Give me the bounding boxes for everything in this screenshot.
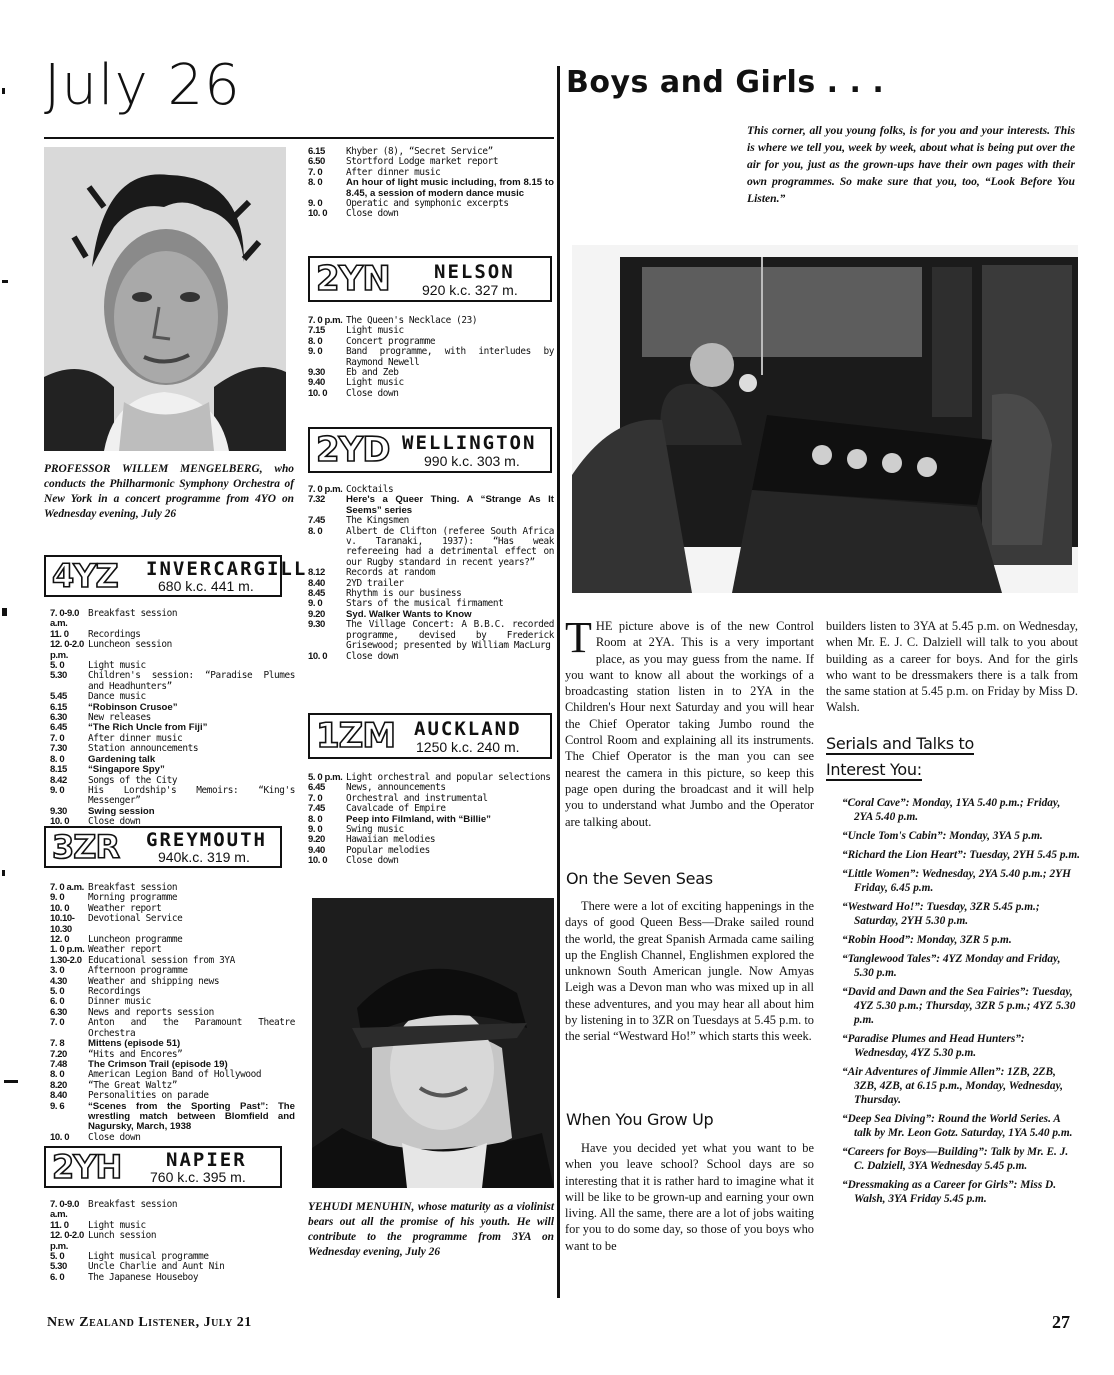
schedule-row xyxy=(50,1102,295,1133)
schedule-time: 9. 6 xyxy=(50,1100,65,1112)
schedule-programme: Cavalcade of Empire xyxy=(346,803,446,815)
serial-item: “Uncle Tom's Cabin”: Monday, 3YA 5 p.m. xyxy=(842,830,1043,842)
schedule-programme: His Lordship's Memoirs: “King's Messenger” xyxy=(88,784,295,807)
column-divider xyxy=(557,66,560,1298)
schedule-time: 9.20 xyxy=(308,608,325,620)
grow-up-text: Have you decided yet what you want to be when you leave school? School days are so interesting that it is rather hard to imagine what it will be like to be grown-up and earning your own living. All the same, there are a lot of jobs waiting for you to do some day, so those of you boys who want to be xyxy=(565,1141,814,1253)
control-room-photo xyxy=(572,245,1078,593)
schedule-row xyxy=(308,209,554,219)
schedule-row xyxy=(50,1231,295,1252)
call-sign: 2YD xyxy=(316,430,390,470)
schedule-row xyxy=(308,347,554,368)
schedule-row xyxy=(308,527,554,569)
schedule-programme: Personalities on parade xyxy=(88,1090,209,1102)
schedule-time: 9. 0 xyxy=(50,784,65,796)
schedule-row xyxy=(308,652,554,662)
margin-mark xyxy=(2,280,8,283)
schedule-time: 7. 0 xyxy=(308,166,323,178)
schedule-time: 10. 0 xyxy=(50,1131,70,1143)
schedule-row xyxy=(50,893,295,903)
schedule-time: 7.45 xyxy=(308,515,325,527)
station-badge-2yh xyxy=(44,1146,282,1188)
schedule-time: 6.15 xyxy=(50,701,67,713)
schedule-row xyxy=(308,835,554,845)
serials-list xyxy=(842,796,1080,1211)
schedule-time: 8.42 xyxy=(50,774,67,786)
schedule-programme: Swing music xyxy=(346,824,404,836)
schedule-time: 7. 0 p.m. xyxy=(308,315,343,326)
schedule-time: 7.30 xyxy=(50,743,67,755)
schedule-row xyxy=(308,199,554,209)
schedule-row xyxy=(50,703,295,713)
schedule-programme: Light musical programme xyxy=(88,1251,209,1263)
schedule-row xyxy=(50,630,295,640)
schedule-time: 9. 0 xyxy=(50,892,65,904)
schedule-time: 8. 0 xyxy=(308,525,323,537)
mengelberg-photo xyxy=(44,147,286,451)
schedule-programme: Stars of the musical firmament xyxy=(346,598,504,610)
schedule-row xyxy=(308,178,554,199)
schedule-programme: Educational session from 3YA xyxy=(88,954,235,966)
serial-item: “Coral Cave”: Monday, 1YA 5.40 p.m.; Friday, 2YA 5.40 p.m. xyxy=(842,797,1061,823)
schedule-programme: Light orchestral and popular selections xyxy=(346,772,551,783)
schedule-programme: “Robinson Crusoe” xyxy=(88,701,178,713)
schedule-row xyxy=(50,1221,295,1231)
schedule-time: 8. 0 xyxy=(308,177,323,189)
schedule-time: 5.45 xyxy=(50,691,67,703)
station-frequency: 680 k.c. 441 m. xyxy=(158,578,254,594)
schedule-row xyxy=(50,609,295,630)
schedule-programme: Weather and shipping news xyxy=(88,975,220,987)
schedule-time: 9.30 xyxy=(308,619,325,631)
schedule-programme: Close down xyxy=(88,1131,141,1143)
schedule-time: 3. 0 xyxy=(50,965,65,977)
schedule-row xyxy=(50,744,295,754)
serials-heading-line-1: Serials and Talks to xyxy=(826,734,975,753)
schedule-time: 10. 0 xyxy=(50,816,70,828)
call-sign: 2YN xyxy=(316,259,390,299)
schedule-programme: Light music xyxy=(346,325,404,337)
serial-item: “Westward Ho!”: Tuesday, 3ZR 5.45 p.m.; Saturday, 2YH 5.30 p.m. xyxy=(842,901,1040,927)
schedule-time: 7.20 xyxy=(50,1048,67,1060)
menuhin-portrait xyxy=(312,898,554,1188)
schedule-programme: Recordings xyxy=(88,628,141,640)
schedule-time: 11. 0 xyxy=(50,628,69,640)
station-frequency: 1250 k.c. 240 m. xyxy=(416,739,520,755)
schedule-time: 5. 0 xyxy=(50,986,65,998)
schedule-time: 5.30 xyxy=(50,1261,67,1273)
schedule-row xyxy=(50,1200,295,1221)
schedule-2yh-continued xyxy=(308,147,554,220)
schedule-programme: Morning programme xyxy=(88,892,178,904)
schedule-time: 8.45 xyxy=(308,588,325,600)
schedule-time: 10.10-10.30 xyxy=(50,913,75,935)
schedule-programme: Band programme, with interludes by Raymond Newell xyxy=(346,346,554,368)
grow-up-heading: When You Grow Up xyxy=(566,1110,714,1129)
schedule-programme: Close down xyxy=(346,208,399,220)
schedule-programme: Weather report xyxy=(88,944,162,956)
station-city: AUCKLAND xyxy=(414,718,522,740)
schedule-time: 10. 0 xyxy=(50,902,70,914)
schedule-programme: The Crimson Trail (episode 19) xyxy=(88,1058,228,1070)
schedule-programme: Hawaiian melodies xyxy=(346,834,436,846)
schedule-programme: Orchestral and instrumental xyxy=(346,792,488,804)
schedule-time: 12. 0-2.0 p.m. xyxy=(50,1230,84,1252)
call-sign: 4YZ xyxy=(52,557,118,595)
schedule-programme: After dinner music xyxy=(346,166,441,178)
schedule-programme: Breakfast session xyxy=(88,882,178,893)
schedule-time: 6. 0 xyxy=(50,1271,65,1283)
serial-item: “Paradise Plumes and Head Hunters”: Wednesday, 4YZ 5.30 p.m. xyxy=(842,1033,1025,1059)
schedule-3zr xyxy=(50,883,295,1143)
schedule-row xyxy=(308,495,554,516)
schedule-programme: Concert programme xyxy=(346,335,436,347)
schedule-programme: “Hits and Encores” xyxy=(88,1048,183,1060)
schedule-row xyxy=(50,671,295,692)
station-frequency: 990 k.c. 303 m. xyxy=(424,453,520,469)
schedule-time: 8. 0 xyxy=(308,335,323,347)
schedule-row xyxy=(50,987,295,997)
schedule-row xyxy=(308,815,554,825)
schedule-time: 1. 0 p.m. xyxy=(50,944,85,956)
seven-seas-text: There were a lot of exciting happenings in the days of good Queen Bess—Drake sailed round the world, the great Spanish Armada came sailing up the English Channel, Englishmen explored the unknown South American jungle. Now Amyas Leigh was a Devon man who was mixed up in all these adventures, and you may hear all about him by listening in to 3ZR on Tuesdays at 5.45 p.m. to the serial “Westward Ho!” which starts this week. xyxy=(565,899,814,1044)
serial-item: “Careers for Boys—Building”: Talk by Mr. E. J. C. Dalziell, 3YA Wednesday 5.45 p.m. xyxy=(842,1146,1069,1172)
serial-item: “Air Adventures of Jimmie Allen”: 1ZB, 2ZB, 3ZB, 4ZB, at 6.15 p.m., Monday, Wednesday, Thursday. xyxy=(842,1066,1063,1106)
schedule-programme: The Japanese Houseboy xyxy=(88,1271,199,1283)
mengelberg-caption: PROFESSOR WILLEM MENGELBERG, who conducts the Philharmonic Symphony Orchestra of New York in a concert programme from 4YO on Wednesday evening, July 26 xyxy=(44,463,294,520)
menuhin-photo xyxy=(312,898,554,1188)
station-badge-2yd xyxy=(308,427,552,473)
station-city: NELSON xyxy=(434,261,515,283)
schedule-4yz xyxy=(50,609,295,828)
footer-masthead: New Zealand Listener, July 21 xyxy=(47,1315,252,1330)
schedule-time: 7. 0 xyxy=(308,792,323,804)
schedule-time: 8.12 xyxy=(308,567,325,579)
schedule-row xyxy=(308,389,554,399)
schedule-time: 7.15 xyxy=(308,325,325,337)
schedule-programme: Breakfast session xyxy=(88,1199,178,1210)
schedule-programme: Light music xyxy=(88,660,146,672)
schedule-programme: Albert de Clifton (referee South Africa v. Taranaki, 1937): “Has weak refereeing had a detrimental effect on our Rugby standard in recent years?” xyxy=(346,525,554,568)
station-city: INVERCARGILL xyxy=(146,558,308,580)
station-frequency: 940k.c. 319 m. xyxy=(158,849,250,865)
schedule-row xyxy=(308,620,554,651)
schedule-time: 10. 0 xyxy=(308,855,328,867)
control-room-paragraph xyxy=(565,613,814,830)
schedule-time: 6.15 xyxy=(308,146,325,157)
schedule-time: 7.48 xyxy=(50,1058,67,1070)
control-room-picture xyxy=(572,245,1078,593)
schedule-row xyxy=(50,765,295,775)
schedule-programme: Lunch session xyxy=(88,1230,157,1242)
schedule-time: 8.15 xyxy=(50,764,67,776)
drop-cap: T xyxy=(565,613,592,662)
schedule-programme: “The Rich Uncle from Fiji” xyxy=(88,722,208,734)
schedule-2yd xyxy=(308,485,554,662)
page-date: July 26 xyxy=(44,53,241,118)
schedule-programme: Songs of the City xyxy=(88,774,178,786)
schedule-programme: 2YD trailer xyxy=(346,577,404,589)
schedule-time: 7. 0 a.m. xyxy=(50,882,84,893)
schedule-row xyxy=(50,1133,295,1143)
schedule-time: 1.30-2.0 xyxy=(50,954,82,966)
schedule-programme: American Legion Band of Hollywood xyxy=(88,1069,262,1081)
schedule-time: 7. 0-9.0 a.m. xyxy=(50,1199,80,1221)
schedule-time: 8.40 xyxy=(308,577,325,589)
schedule-time: 8. 0 xyxy=(308,813,323,825)
schedule-row xyxy=(308,846,554,856)
schedule-programme: News and reports session xyxy=(88,1006,214,1018)
schedule-programme: Khyber (8), “Secret Service” xyxy=(346,146,493,157)
schedule-programme: Light music xyxy=(88,1219,146,1231)
serial-item: “Richard the Lion Heart”: Tuesday, 2YH 5.45 p.m. xyxy=(842,849,1080,861)
schedule-programme: Rhythm is our business xyxy=(346,588,462,600)
schedule-time: 5.30 xyxy=(50,670,67,682)
call-sign: 1ZM xyxy=(316,716,396,756)
station-city: GREYMOUTH xyxy=(146,829,267,851)
schedule-time: 7.45 xyxy=(308,803,325,815)
serials-heading xyxy=(826,731,974,783)
schedule-programme: Devotional Service xyxy=(88,913,183,925)
schedule-row xyxy=(308,568,554,578)
seven-seas-heading: On the Seven Seas xyxy=(566,869,713,888)
schedule-time: 8.40 xyxy=(50,1090,67,1102)
station-badge-2yn xyxy=(308,256,552,302)
control-room-text: HE picture above is of the new Control Room at 2YA. This is a very important place, as you may guess from the name. If you want to know all about the workings of a broadcasting station listen in to 2YA in the Children's Hour next Saturday and you will hear the Chief Operator taking Jumbo round the Control Room and explaining all its instruments. The Chief Operator is the man you can see nearest the camera in this picture, so keep this page open during the broadcast and it will help you to understand what Jumbo and the Operator are talking about. xyxy=(565,619,814,829)
schedule-programme: Close down xyxy=(346,855,399,867)
schedule-programme: Here's a Queer Thing. A “Strange As It Seems” series xyxy=(346,494,554,516)
schedule-time: 9.30 xyxy=(308,367,325,379)
schedule-programme: “The Great Waltz” xyxy=(88,1079,178,1091)
schedule-time: 11. 0 xyxy=(50,1219,69,1231)
schedule-programme: Breakfast session xyxy=(88,608,178,619)
schedule-row xyxy=(308,378,554,388)
schedule-time: 7. 0 p.m. xyxy=(308,484,343,495)
schedule-time: 9.40 xyxy=(308,377,325,389)
schedule-programme: New releases xyxy=(88,712,151,724)
schedule-programme: Station announcements xyxy=(88,743,199,755)
schedule-time: 12. 0 xyxy=(50,934,70,946)
schedule-time: 9.30 xyxy=(50,805,67,817)
schedule-row xyxy=(50,786,295,807)
margin-mark xyxy=(2,88,5,94)
schedule-time: 8.20 xyxy=(50,1079,67,1091)
schedule-time: 9.40 xyxy=(308,844,325,856)
margin-mark xyxy=(2,870,5,876)
schedule-2yh xyxy=(50,1200,295,1283)
schedule-programme: Peep into Filmland, with “Billie” xyxy=(346,813,491,825)
schedule-programme: Close down xyxy=(346,387,399,399)
schedule-time: 9. 0 xyxy=(308,598,323,610)
boys-and-girls-heading: Boys and Girls . . . xyxy=(566,65,885,100)
schedule-time: 6.50 xyxy=(308,156,325,168)
serial-item: “Robin Hood”: Monday, 3ZR 5 p.m. xyxy=(842,934,1012,946)
station-city: NAPIER xyxy=(166,1149,247,1171)
schedule-time: 9.20 xyxy=(308,834,325,846)
call-sign: 3ZR xyxy=(52,828,120,866)
schedule-row xyxy=(50,640,295,661)
margin-mark xyxy=(2,608,7,616)
schedule-time: 5. 0 p.m. xyxy=(308,772,343,783)
schedule-programme: The Village Concert: A B.B.C. recorded programme, devised by Frederick Grisewood; presented by William MacLurg xyxy=(346,619,554,652)
schedule-time: 6.45 xyxy=(50,722,67,734)
schedule-time: 10. 0 xyxy=(308,208,328,220)
schedule-programme: “Scenes from the Sporting Past”: The wrestling match between Blomfield and Nagursky, March, 1938 xyxy=(88,1100,295,1133)
schedule-programme: The Queen's Necklace (23) xyxy=(346,315,478,326)
schedule-programme: Weather report xyxy=(88,902,162,914)
schedule-programme: Anton and the Paramount Theatre Orchestra xyxy=(88,1017,295,1039)
schedule-programme: Luncheon session xyxy=(88,639,172,651)
schedule-programme: Dinner music xyxy=(88,996,151,1008)
schedule-time: 9. 0 xyxy=(308,346,323,358)
schedule-time: 5. 0 xyxy=(50,1251,65,1263)
station-badge-3zr xyxy=(44,826,282,868)
schedule-time: 7. 0 xyxy=(50,732,65,744)
schedule-programme: Popular melodies xyxy=(346,844,430,856)
schedule-row xyxy=(308,316,554,326)
station-frequency: 760 k.c. 395 m. xyxy=(150,1169,246,1185)
schedule-time: 7.32 xyxy=(308,494,325,506)
schedule-time: 8. 0 xyxy=(50,1069,65,1081)
schedule-programme: The Kingsmen xyxy=(346,515,409,527)
schedule-programme: “Singapore Spy” xyxy=(88,764,165,776)
serials-heading-line-2: Interest You: xyxy=(826,760,922,779)
schedule-programme: Recordings xyxy=(88,986,141,998)
margin-mark xyxy=(4,1080,18,1083)
schedule-programme: News, announcements xyxy=(346,782,446,794)
serial-item: “David and Dawn and the Sea Fairies”: Tuesday, 4YZ 5.30 p.m.; Thursday, 3ZR 5 p.m.; 4YZ 5.30 p.m. xyxy=(842,986,1076,1026)
serial-item: “Little Women”: Wednesday, 2YA 5.40 p.m.; 2YH Friday, 6.45 p.m. xyxy=(842,868,1071,894)
schedule-time: 7. 0-9.0 a.m. xyxy=(50,608,80,630)
station-badge-1zm xyxy=(308,713,552,759)
intro-text: This corner, all you young folks, is for you and your interests. This is where we tell you, week by week, about what is being put over the air for you, just as the grown-ups have their own pages with their own programmes. So make sure that you, too, “Look Before You Listen.” xyxy=(747,124,1075,205)
mengelberg-portrait xyxy=(44,147,286,451)
schedule-2yn xyxy=(308,316,554,399)
schedule-time: 6. 0 xyxy=(50,996,65,1008)
schedule-time: 10. 0 xyxy=(308,387,328,399)
schedule-row xyxy=(50,807,295,817)
schedule-programme: Light music xyxy=(346,377,404,389)
schedule-row xyxy=(50,935,295,945)
schedule-programme: Uncle Charlie and Aunt Nin xyxy=(88,1261,225,1273)
schedule-programme: Stortford Lodge market report xyxy=(346,156,499,168)
schedule-programme: Close down xyxy=(346,650,399,662)
serial-item: “Dressmaking as a Career for Girls”: Miss D. Walsh, 3YA Friday 5.45 p.m. xyxy=(842,1179,1057,1205)
schedule-row xyxy=(50,755,295,765)
station-badge-4yz xyxy=(44,555,308,597)
schedule-time: 9. 0 xyxy=(308,198,323,210)
header-rule xyxy=(44,137,554,139)
schedule-programme: Mittens (episode 51) xyxy=(88,1038,181,1050)
schedule-time: 6.30 xyxy=(50,1006,67,1018)
schedule-time: 7. 0 xyxy=(50,1017,65,1029)
schedule-1zm xyxy=(308,773,554,867)
schedule-programme: Gardening talk xyxy=(88,753,156,765)
schedule-programme: Children's session: “Paradise Plumes and Headhunters” xyxy=(88,670,295,692)
schedule-programme: Dance music xyxy=(88,691,146,703)
schedule-time: 6.45 xyxy=(308,782,325,794)
schedule-programme: Cocktails xyxy=(346,484,394,495)
schedule-row xyxy=(50,1018,295,1039)
schedule-time: 5. 0 xyxy=(50,660,65,672)
schedule-programme: Operatic and symphonic excerpts xyxy=(346,198,509,210)
schedule-programme: An hour of light music including, from 8.15 to 8.45, a session of modern dance music xyxy=(346,177,554,199)
schedule-programme: Swing session xyxy=(88,805,155,817)
menuhin-caption: YEHUDI MENUHIN, whose maturity as a violinist bears out all the promise of his youth. He will contribute to the programme from 3YA on Wednesday evening, July 26 xyxy=(308,1201,554,1258)
schedule-time: 10. 0 xyxy=(308,650,328,662)
station-frequency: 920 k.c. 327 m. xyxy=(422,282,518,298)
schedule-programme: Luncheon programme xyxy=(88,934,183,946)
serial-item: “Tanglewood Tales”: 4YZ Monday and Friday, 5.30 p.m. xyxy=(842,953,1061,979)
call-sign: 2YH xyxy=(52,1148,122,1186)
schedule-row xyxy=(308,368,554,378)
schedule-row xyxy=(308,856,554,866)
schedule-time: 8. 0 xyxy=(50,753,65,765)
schedule-time: 6.30 xyxy=(50,712,67,724)
schedule-programme: After dinner music xyxy=(88,732,183,744)
schedule-time: 9. 0 xyxy=(308,824,323,836)
schedule-time: 12. 0-2.0 p.m. xyxy=(50,639,84,661)
builders-text: builders listen to 3YA at 5.45 p.m. on Wednesday, when Mr. E. J. C. Dalziell will talk to you about building as a career for boys. And for the girls who want to be dressmakers there is a talk from the same station at 5.45 p.m. on Friday by Miss D. Walsh. xyxy=(826,619,1078,715)
schedule-row xyxy=(50,914,295,935)
schedule-row xyxy=(50,1273,295,1283)
schedule-programme: Records at random xyxy=(346,567,436,579)
schedule-programme: Syd. Walker Wants to Know xyxy=(346,608,472,620)
schedule-time: 4.30 xyxy=(50,975,67,987)
schedule-programme: Eb and Zeb xyxy=(346,367,399,379)
schedule-row xyxy=(50,1091,295,1101)
schedule-programme: Afternoon programme xyxy=(88,965,188,977)
serial-item: “Deep Sea Diving”: Round the World Series. A talk by Mr. Leon Gotz. Saturday, 1YA 5.40 p.m. xyxy=(842,1113,1073,1139)
schedule-row xyxy=(50,977,295,987)
schedule-row xyxy=(50,1039,295,1049)
schedule-time: 7. 8 xyxy=(50,1038,65,1050)
page-number: 27 xyxy=(1052,1312,1070,1332)
schedule-programme: Close down xyxy=(88,816,141,828)
station-city: WELLINGTON xyxy=(402,432,537,454)
